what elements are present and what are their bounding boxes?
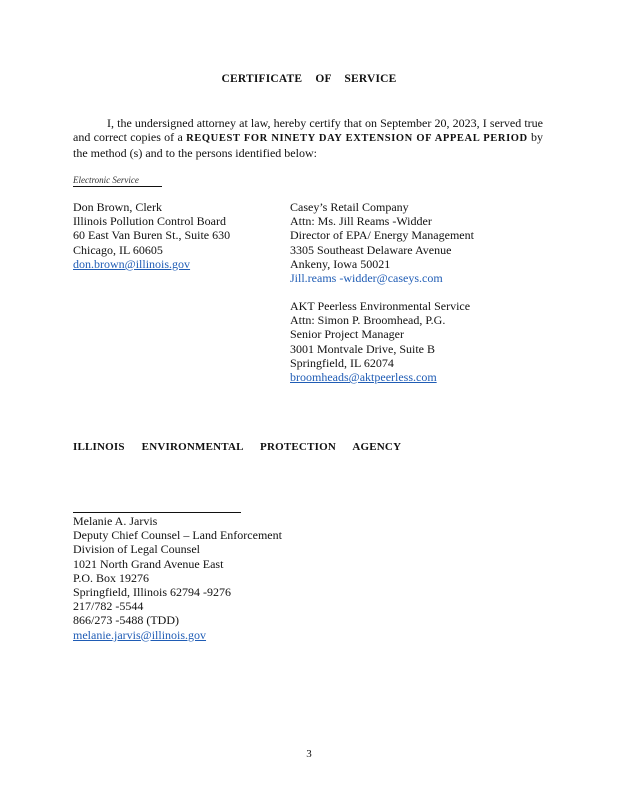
signer-block: [73, 514, 282, 642]
address-line: Ankeny, Iowa 50021: [290, 256, 391, 271]
recipient-block-caseys: [290, 200, 474, 285]
agency-name: ILLINOIS ENVIRONMENTAL PROTECTION AGENCY: [73, 441, 402, 453]
address-line: Director of EPA/ Energy Management: [290, 228, 474, 243]
certification-paragraph: [73, 116, 543, 160]
signer-line: 217/782 -5544: [73, 599, 144, 614]
paragraph-text-1: I, the undersigned attorney at law, hereby certify that on September 20, 2023, I served true and correct copies of a: [73, 116, 543, 144]
address-line: Illinois Pollution Control Board: [73, 214, 227, 229]
recipient-block-akt: [290, 299, 470, 384]
signer-email-link[interactable]: melanie.jarvis@illinois.gov: [73, 627, 207, 642]
email-link[interactable]: broomheads@aktpeerless.com: [290, 370, 437, 385]
page-number: 3: [306, 748, 312, 760]
signer-line: Springfield, Illinois 62794 -9276: [73, 585, 231, 600]
email-link[interactable]: don.brown@illinois.gov: [73, 256, 191, 271]
address-line: 3001 Montvale Drive, Suite B: [290, 341, 435, 356]
signer-line: 866/273 -5488 (TDD): [73, 613, 179, 628]
signer-line: Division of Legal Counsel: [73, 542, 200, 557]
address-line: Senior Project Manager: [290, 327, 404, 342]
address-line: Attn: Simon P. Broomhead, P.G.: [290, 313, 446, 328]
service-method-label: Electronic Service: [73, 175, 162, 187]
address-line: Springfield, IL 62074: [290, 355, 394, 370]
signer-line: Deputy Chief Counsel – Land Enforcement: [73, 528, 282, 543]
email-link[interactable]: Jill.reams -widder@caseys.com: [290, 271, 443, 286]
paragraph-text-2: by the method (s) and to the persons identified below:: [73, 130, 544, 160]
recipient-block-clerk: [73, 200, 230, 271]
signer-line: Melanie A. Jarvis: [73, 514, 158, 528]
address-line: 3305 Southeast Delaware Avenue: [290, 242, 452, 257]
address-line: Chicago, IL 60605: [73, 242, 163, 257]
signer-line: 1021 North Grand Avenue East: [73, 556, 224, 571]
document-title: CERTIFICATE OF SERVICE: [221, 73, 397, 85]
signer-line: P.O. Box 19276: [73, 570, 150, 585]
address-line: Casey’s Retail Company: [290, 200, 409, 214]
address-line: 60 East Van Buren St., Suite 630: [73, 228, 231, 243]
signature-line: [73, 512, 241, 513]
address-line: AKT Peerless Environmental Service: [290, 299, 471, 313]
address-line: Don Brown, Clerk: [73, 200, 162, 214]
document-name-caps: REQUEST FOR NINETY DAY EXTENSION OF APPEAL PERIOD: [186, 133, 528, 144]
address-line: Attn: Ms. Jill Reams -Widder: [290, 214, 432, 229]
